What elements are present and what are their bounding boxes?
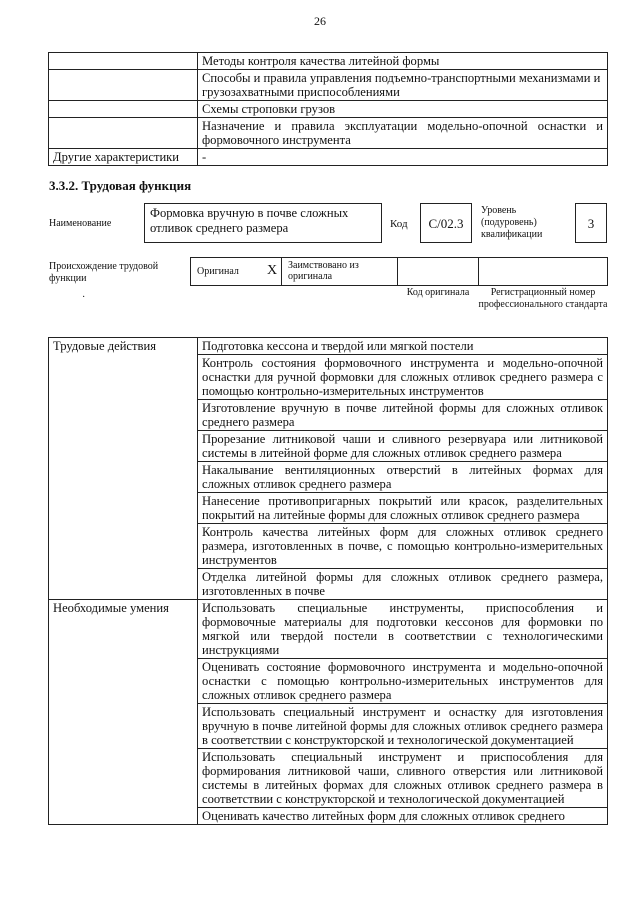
- table-cell-label: [49, 70, 198, 101]
- name-label: Наименование: [49, 218, 112, 229]
- origin-label: Происхождение трудовой функции: [49, 261, 159, 284]
- table-cell-label: [49, 118, 198, 149]
- borrowed-cell: Заимствовано из оригинала: [281, 257, 398, 286]
- table-cell-text: Оценивать состояние формовочного инструмента и модельно-опочной оснастки с помощью контрольно-измерительных инструментов для сложных отливок среднего размера: [198, 659, 608, 704]
- table-cell-text: Методы контроля качества литейной формы: [198, 53, 608, 70]
- original-mark: X: [267, 263, 278, 278]
- table-row: [49, 149, 608, 166]
- table-cell-text: Контроль качества литейных форм для сложных отливок среднего размера, изготовленных в почве, с помощью контрольно-измерительных инструментов: [198, 524, 608, 569]
- table-row: [49, 338, 608, 355]
- table-cell-text: Отделка литейной формы для сложных отливок среднего размера, изготовленных в почве: [198, 569, 608, 600]
- table-cell-text: Использовать специальные инструменты, приспособления и формовочные материалы для подготовки кессонов для формовки по мягкой или твердой постели в соответствии с технологическими инструкциями: [198, 600, 608, 659]
- table-cell-text: Использовать специальный инструмент и приспособления для формирования литниковой чаши, сливного отверстия или литниковой системы в литейных формах для сложных отливок среднего размера в соответствии с конструкторской и технологической документацией: [198, 749, 608, 808]
- knowledge-table: [48, 52, 608, 166]
- original-cell: [190, 257, 282, 286]
- table-cell-label: [49, 101, 198, 118]
- table-cell-text: Способы и правила управления подъемно-транспортными механизмами и грузозахватными приспособлениями: [198, 70, 608, 101]
- table-cell-text: Накалывание вентиляционных отверстий в литейных формах для сложных отливок среднего размера: [198, 462, 608, 493]
- table-row: [49, 101, 608, 118]
- group-label-actions: Трудовые действия: [49, 338, 198, 600]
- table-cell-text: -: [198, 149, 608, 166]
- section-title: 3.3.2. Трудовая функция: [49, 178, 192, 193]
- function-code-box: С/02.3: [420, 203, 472, 243]
- table-cell-text: Контроль состояния формовочного инструмента и модельно-опочной оснастки для ручной формовки для сложных отливок среднего размера с помощью контрольно-измерительных инструментов: [198, 355, 608, 400]
- reg-caption: Регистрационный номер профессионального стандарта: [478, 287, 608, 310]
- function-name-box: Формовка вручную в почве сложных отливок среднего размера: [144, 203, 382, 243]
- original-code-cell: [397, 257, 479, 286]
- labor-functions-table: [48, 337, 608, 825]
- code-label: Код: [390, 218, 408, 230]
- reg-number-cell: [478, 257, 608, 286]
- scan-mark: ·: [82, 292, 86, 303]
- table-row: [49, 53, 608, 70]
- group-label-skills: Необходимые умения: [49, 600, 198, 825]
- table-cell-text: Прорезание литниковой чаши и сливного резервуара или литниковой системы в литейной форме для сложных отливок среднего размера: [198, 431, 608, 462]
- table-cell-text: Изготовление вручную в почве литейной формы для сложных отливок среднего размера: [198, 400, 608, 431]
- code-caption: Код оригинала: [406, 287, 470, 298]
- table-cell-text: Схемы строповки грузов: [198, 101, 608, 118]
- page-number: 26: [314, 14, 326, 28]
- table-cell-label: Другие характеристики: [49, 149, 198, 166]
- table-cell-text: Назначение и правила эксплуатации модельно-опочной оснастки и формовочного инструмента: [198, 118, 608, 149]
- original-label: Оригинал: [197, 266, 239, 277]
- level-label: Уровень (подуровень) квалификации: [481, 205, 543, 240]
- level-value-box: 3: [575, 203, 607, 243]
- table-cell-text: Использовать специальный инструмент и оснастку для изготовления вручную в почве литейной формы для сложных отливок среднего размера в соответствии с конструкторской и технологической документацией: [198, 704, 608, 749]
- table-cell-text: Нанесение противопригарных покрытий или красок, разделительных покрытий на литейные формы для сложных отливок среднего размера: [198, 493, 608, 524]
- table-row: [49, 70, 608, 101]
- table-row: [49, 600, 608, 659]
- table-row: [49, 118, 608, 149]
- table-cell-text: Подготовка кессона и твердой или мягкой постели: [198, 338, 608, 355]
- table-cell-text: Оценивать качество литейных форм для сложных отливок среднего: [198, 808, 608, 825]
- table-cell-label: [49, 53, 198, 70]
